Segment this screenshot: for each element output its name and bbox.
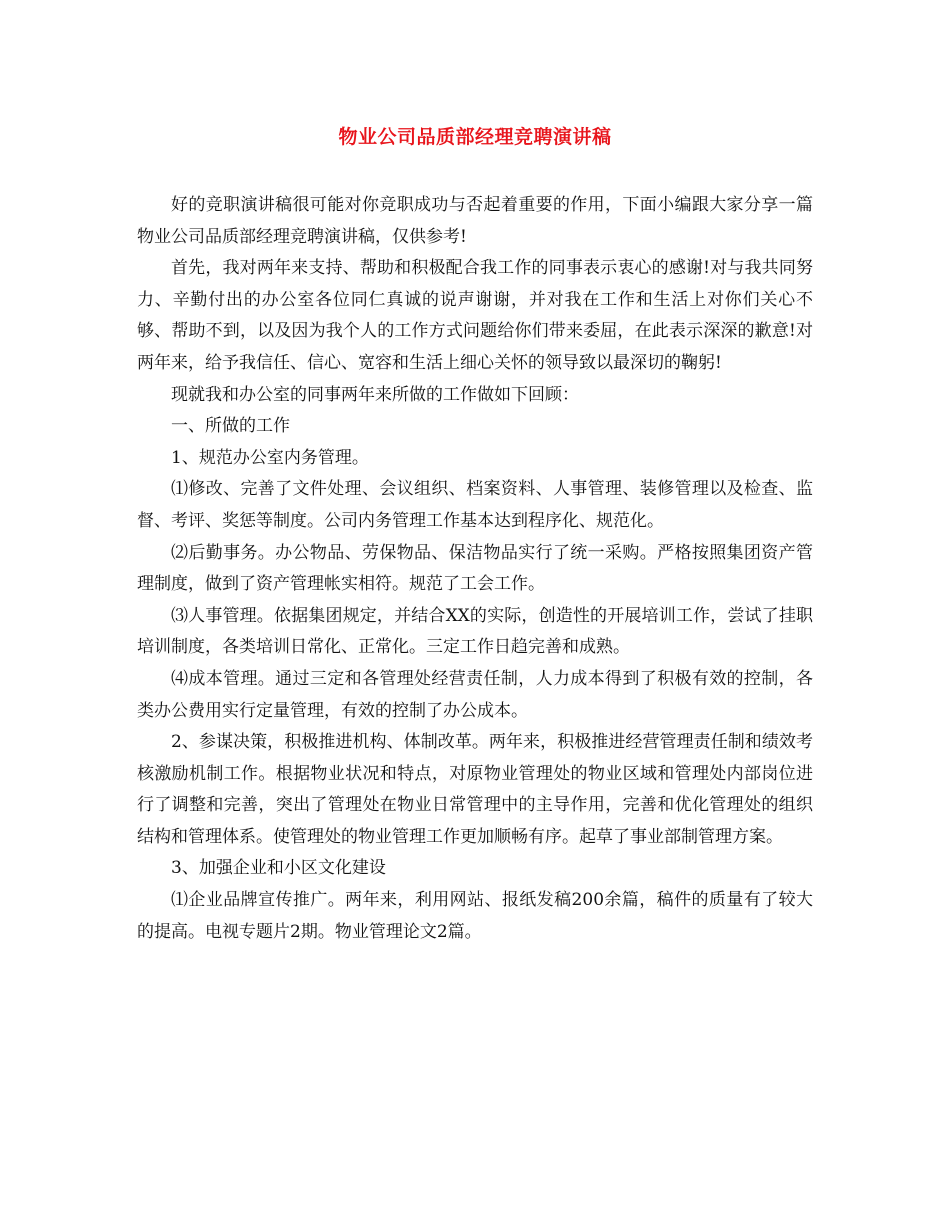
sub-item-1-3: ⑶人事管理。依据集团规定，并结合XX的实际，创造性的开展培训工作，尝试了挂职培训制度，各类培训日常化、正常化。三定工作日趋完善和成熟。 — [137, 605, 813, 658]
sub-item-3-1: ⑴企业品牌宣传推广。两年来，利用网站、报纸发稿200余篇，稿件的质量有了较大的提高。电视专题片2期。物业管理论文2篇。 — [137, 890, 813, 942]
item-2: 2、参谋决策，积极推进机构、体制改革。两年来，积极推进经营管理责任制和绩效考核激励机制工作。根据物业状况和特点，对原物业管理处的物业区域和管理处内部岗位进行了调整和完善，突出了管理处在物业日常管理中的主导作用，完善和优化管理处的组织结构和管理体系。使管理处的物业管理工作更加顺畅有序。起草了事业部制管理方案。 — [137, 732, 813, 847]
paragraph-review-lead: 现就我和办公室的同事两年来所做的工作做如下回顾： — [171, 384, 579, 405]
item-heading-3: 3、加强企业和小区文化建设 — [171, 858, 386, 879]
sub-item-1-1: ⑴修改、完善了文件处理、会议组织、档案资料、人事管理、装修管理以及检查、监督、考评、奖惩等制度。公司内务管理工作基本达到程序化、规范化。 — [137, 479, 813, 531]
document-body — [137, 190, 813, 948]
document-title: 物业公司品质部经理竞聘演讲稿 — [338, 126, 612, 148]
sub-item-1-2: ⑵后勤事务。办公物品、劳保物品、保洁物品实行了统一采购。严格按照集团资产管理制度，做到了资产管理帐实相符。规范了工会工作。 — [137, 542, 813, 595]
item-heading-1: 1、规范办公室内务管理。 — [171, 447, 369, 468]
section-heading-work: 一、所做的工作 — [171, 416, 290, 437]
paragraph-intro: 好的竞职演讲稿很可能对你竞职成功与否起着重要的作用，下面小编跟大家分享一篇物业公司品质部经理竞聘演讲稿，仅供参考! — [137, 195, 813, 247]
sub-item-1-4: ⑷成本管理。通过三定和各管理处经营责任制，人力成本得到了积极有效的控制，各类办公费用实行定量管理，有效的控制了办公成本。 — [137, 668, 813, 721]
paragraph-thanks: 首先，我对两年来支持、帮助和积极配合我工作的同事表示衷心的感谢!对与我共同努力、辛勤付出的办公室各位同仁真诚的说声谢谢，并对我在工作和生活上对你们关心不够、帮助不到，以及因为我个人的工作方式问题给你们带来委屈，在此表示深深的歉意!对两年来，给予我信任、信心、宽容和生活上细心关怀的领导致以最深切的鞠躬! — [137, 258, 813, 373]
